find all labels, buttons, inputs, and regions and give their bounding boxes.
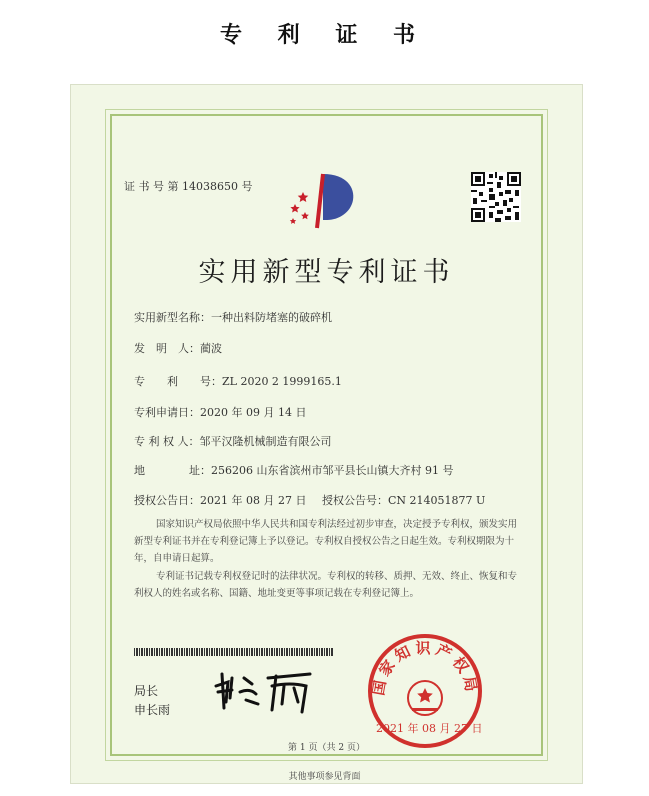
- footer-note: 其他事项参见背面: [288, 772, 361, 782]
- field-application-date: [134, 404, 306, 420]
- field-label: 专利申请日：: [134, 406, 200, 419]
- notice-paragraph-2: 专利证书记载专利权登记时的法律状况。专利权的转移、质押、无效、终止、恢复和专利权人的姓名或名称、国籍、地址变更等事项记载在专利登记簿上。: [134, 571, 518, 599]
- cnipa-logo-icon: [283, 168, 363, 230]
- field-label: 实用新型名称：: [134, 311, 211, 324]
- signature-icon: [210, 664, 320, 716]
- field-label: 授权公告日：: [134, 494, 200, 507]
- certificate-number: 证 书 号 第 14038650 号: [124, 180, 253, 193]
- field-label: 授权公告号：: [322, 494, 388, 507]
- field-utility-model-name: [134, 309, 332, 325]
- certificate-title: 实用新型专利证书: [198, 257, 455, 288]
- page-title: 专 利 证 书: [220, 22, 429, 48]
- field-inventor: [134, 340, 222, 356]
- field-value: 蔺波: [200, 342, 222, 355]
- director-name: 申长雨: [134, 703, 171, 717]
- field-label: 发 明 人：: [134, 342, 200, 355]
- page-indicator: 第 1 页（共 2 页）: [288, 743, 365, 753]
- field-patentee: [134, 433, 332, 449]
- field-address: [134, 462, 453, 478]
- field-label: 专 利 号：: [134, 375, 222, 388]
- director-title: 局长: [134, 684, 159, 698]
- field-patent-number: [134, 373, 342, 389]
- field-value: 邹平汉隆机械制造有限公司: [199, 435, 332, 448]
- qr-code-icon: [471, 172, 521, 222]
- field-grant-number: [322, 492, 485, 508]
- notice-paragraph-1: 国家知识产权局依照中华人民共和国专利法经过初步审查，决定授予专利权，颁发实用新型专利证书并在专利登记簿上予以登记。专利权自授权公告之日起生效。专利权期限为十年，自申请日起算。: [134, 519, 518, 564]
- field-value: 2020 年 09 月 14 日: [200, 406, 307, 419]
- field-value: 一种出料防堵塞的破碎机: [211, 311, 332, 324]
- patent-certificate: [70, 84, 583, 784]
- field-value: CN 214051877 U: [388, 494, 486, 507]
- field-label: 专 利 权 人：: [134, 435, 200, 448]
- field-value: ZL 2020 2 1999165.1: [222, 375, 342, 388]
- seal-date: 2021 年 08 月 27 日: [376, 722, 483, 735]
- field-value: 256206 山东省滨州市邹平县长山镇大齐村 91 号: [211, 464, 454, 477]
- seal-text: 国家知识产权局: [369, 638, 481, 697]
- barcode-icon: [134, 648, 334, 656]
- field-grant-date: [134, 492, 306, 508]
- field-value: 2021 年 08 月 27 日: [200, 494, 307, 507]
- field-label: 地 址：: [134, 464, 211, 477]
